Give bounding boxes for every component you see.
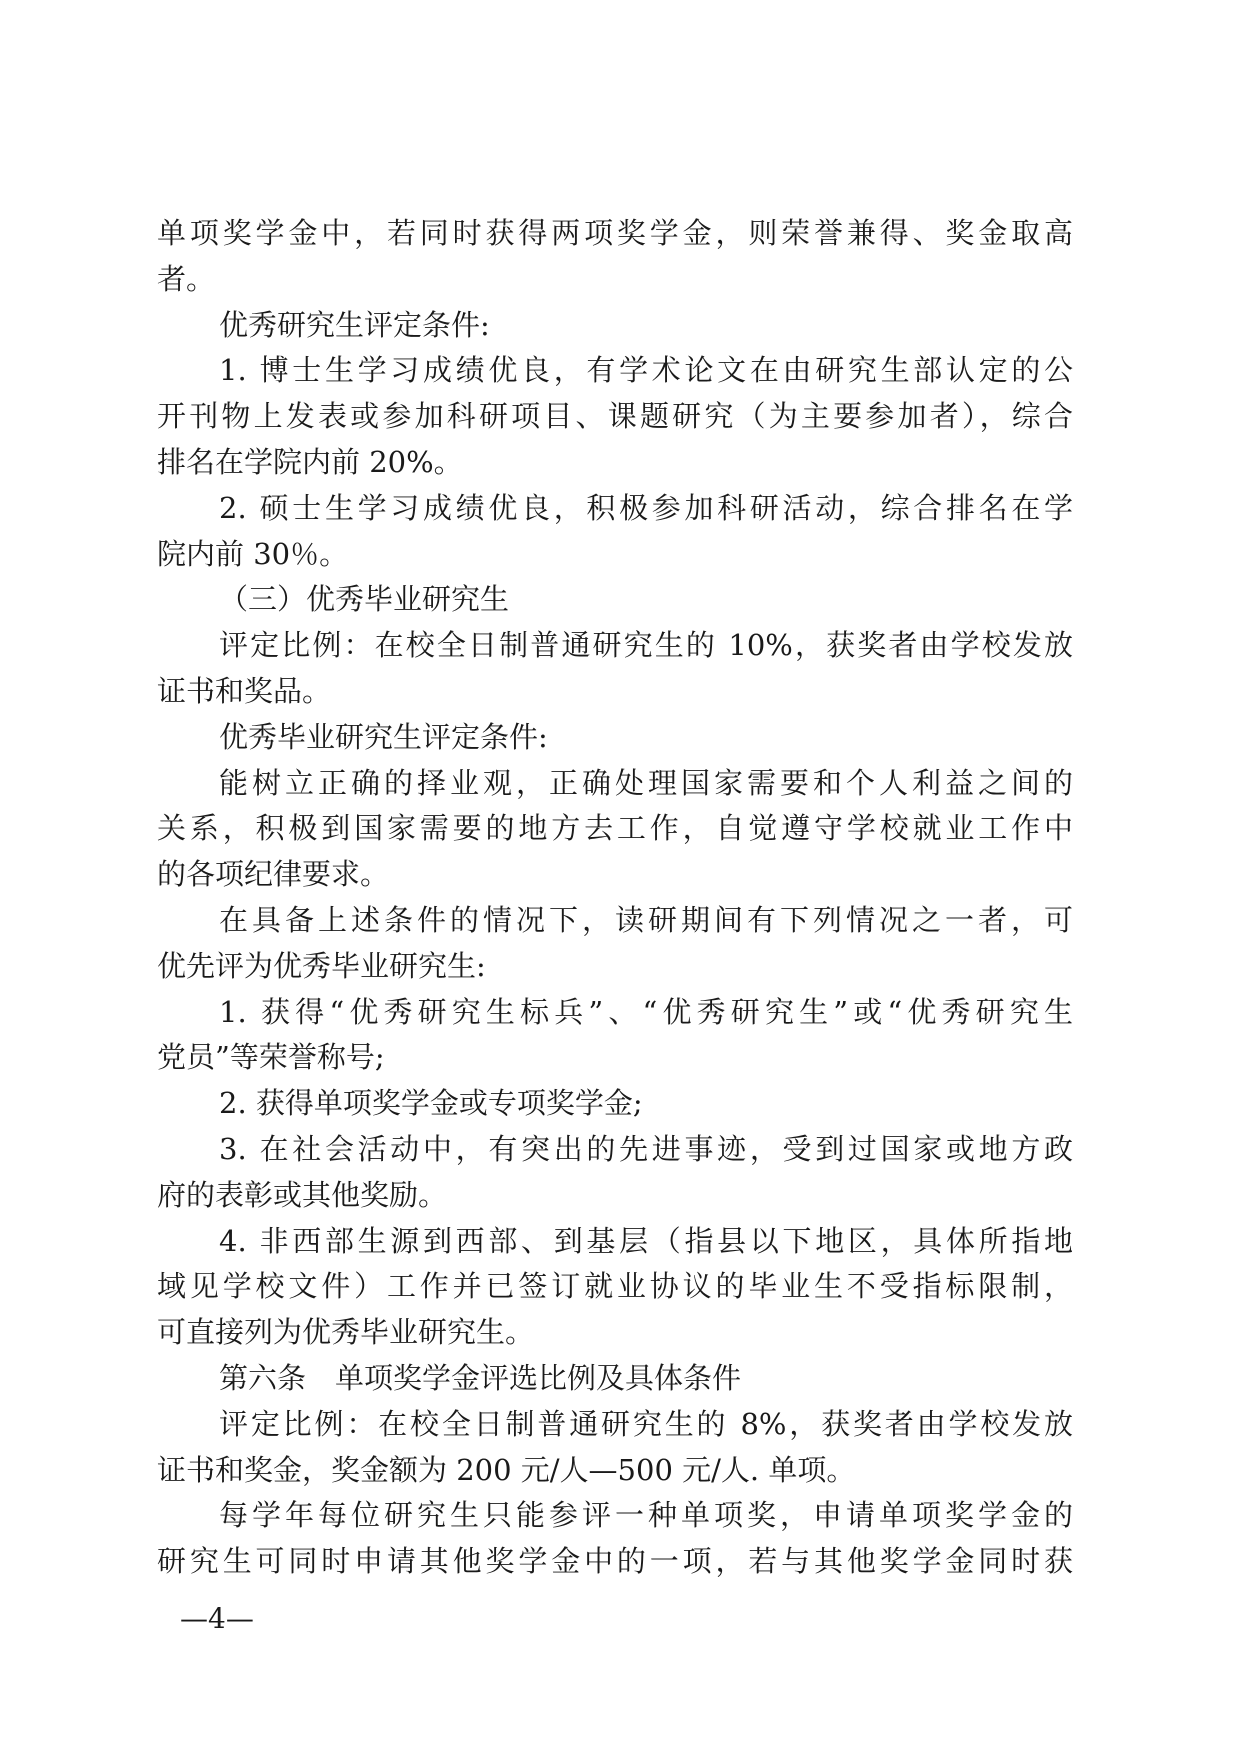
text-line: 开刊物上发表或参加科研项目、课题研究（为主要参加者），综合 xyxy=(157,399,1073,434)
text-line: 优先评为优秀毕业研究生: xyxy=(157,948,486,983)
text-line: 证书和奖品。 xyxy=(157,673,332,708)
text-line: 评定比例：在校全日制普通研究生的 8%，获奖者由学校发放 xyxy=(219,1406,1073,1441)
text-line: 能树立正确的择业观，正确处理国家需要和个人利益之间的 xyxy=(219,765,1073,800)
text-line: 评定比例：在校全日制普通研究生的 10%，获奖者由学校发放 xyxy=(219,628,1073,663)
article-heading: 第六条 单项奖学金评选比例及具体条件 xyxy=(219,1360,742,1395)
body-text xyxy=(157,211,1073,1585)
list-item: 2. 获得单项奖学金或专项奖学金; xyxy=(219,1086,643,1121)
list-item: 2. 硕士生学习成绩优良，积极参加科研活动，综合排名在学 xyxy=(219,490,1073,525)
text-line: 在具备上述条件的情况下，读研期间有下列情况之一者，可 xyxy=(219,902,1073,937)
list-item: 1. 博士生学习成绩优良，有学术论文在由研究生部认定的公 xyxy=(219,353,1073,388)
list-item: 1. 获得“优秀研究生标兵”、“优秀研究生”或“优秀研究生 xyxy=(219,994,1073,1029)
text-line: 的各项纪律要求。 xyxy=(157,857,390,892)
text-line: 单项奖学金中，若同时获得两项奖学金，则荣誉兼得、奖金取高 xyxy=(157,216,1073,250)
text-line: 者。 xyxy=(157,261,216,296)
text-line: 域见学校文件）工作并已签订就业协议的毕业生不受指标限制， xyxy=(157,1269,1073,1304)
text-line: 每学年每位研究生只能参评一种单项奖，申请单项奖学金的 xyxy=(219,1498,1073,1533)
list-item: 4. 非西部生源到西部、到基层（指县以下地区，具体所指地 xyxy=(219,1223,1073,1258)
section-heading: （三）优秀毕业研究生 xyxy=(219,582,510,617)
section-heading: 优秀毕业研究生评定条件: xyxy=(219,719,548,754)
text-line: 排名在学院内前 20%。 xyxy=(157,444,463,479)
page-number: —4— xyxy=(180,1602,254,1635)
text-line: 证书和奖金，奖金额为 200 元/人—500 元/人. 单项。 xyxy=(157,1452,856,1487)
section-heading: 优秀研究生评定条件: xyxy=(219,307,490,342)
text-line: 研究生可同时申请其他奖学金中的一项，若与其他奖学金同时获 xyxy=(157,1544,1073,1579)
text-line: 党员”等荣誉称号; xyxy=(157,1040,385,1075)
text-line: 府的表彰或其他奖励。 xyxy=(157,1177,448,1212)
list-item: 3. 在社会活动中，有突出的先进事迹，受到过国家或地方政 xyxy=(219,1131,1073,1166)
text-line: 关系，积极到国家需要的地方去工作，自觉遵守学校就业工作中 xyxy=(157,811,1073,846)
text-line: 可直接列为优秀毕业研究生。 xyxy=(157,1315,535,1350)
text-line: 院内前 30％。 xyxy=(157,536,349,571)
